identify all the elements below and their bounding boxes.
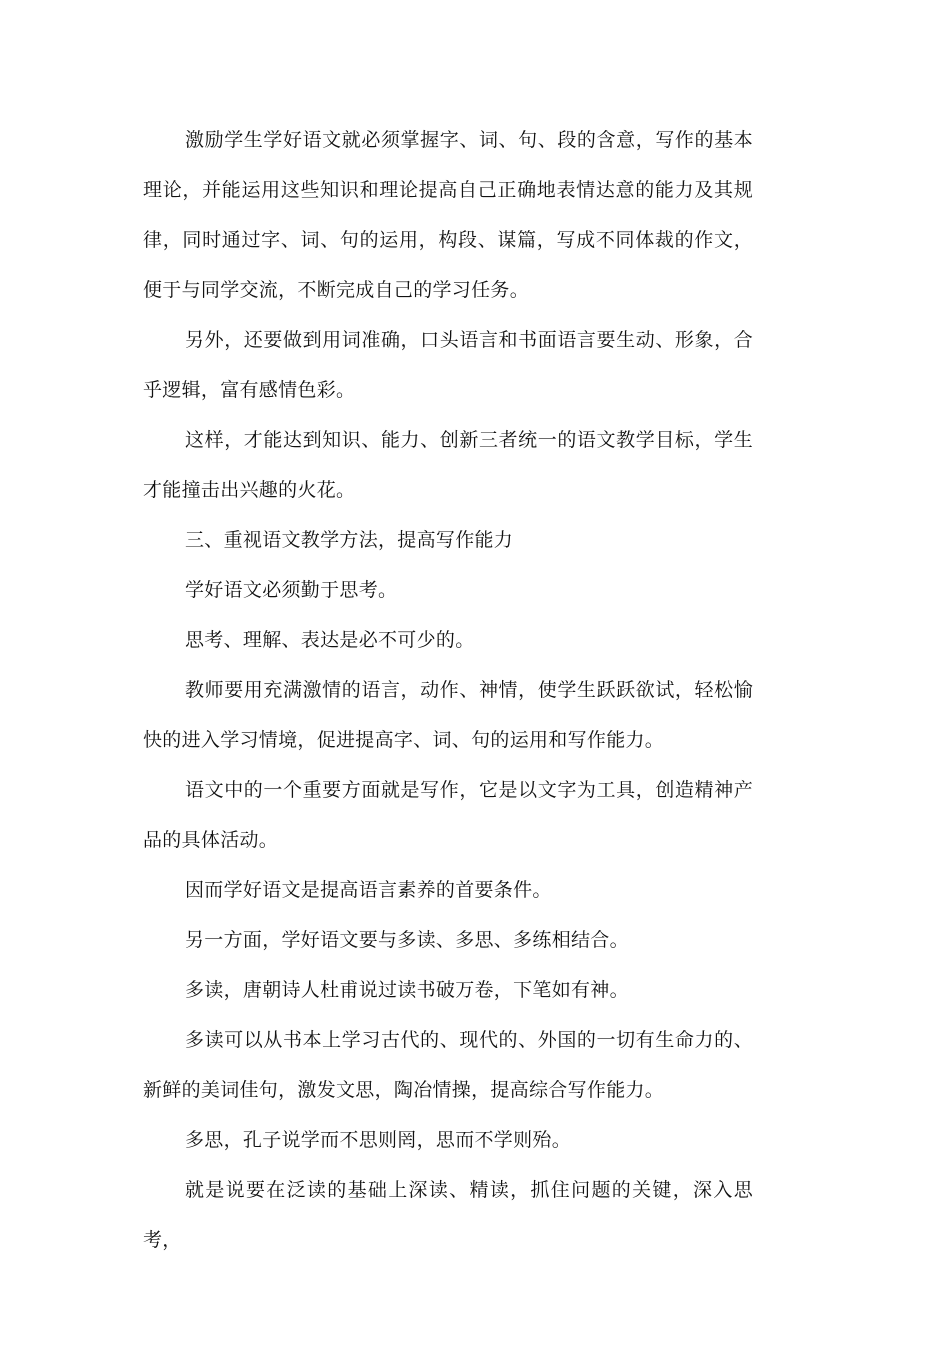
paragraph: 多读可以从书本上学习古代的、现代的、外国的一切有生命力的、新鲜的美词佳句，激发文思，陶冶情操，提高综合写作能力。 (143, 1029, 753, 1101)
paragraph: 激励学生学好语文就必须掌握字、词、句、段的含意，写作的基本理论，并能运用这些知识和理论提高自己正确地表情达意的能力及其规律，同时通过字、词、句的运用，构段、谋篇，写成不同体裁的作文，便于与同学交流，不断完成自己的学习任务。 (143, 129, 753, 301)
paragraph: 另一方面，学好语文要与多读、多思、多练相结合。 (185, 929, 629, 951)
paragraph: 语文中的一个重要方面就是写作，它是以文字为工具，创造精神产品的具体活动。 (143, 779, 753, 851)
paragraph: 就是说要在泛读的基础上深读、精读，抓住问题的关键，深入思考， (143, 1179, 753, 1251)
paragraph: 因而学好语文是提高语言素养的首要条件。 (185, 879, 552, 901)
paragraph: 思考、理解、表达是必不可少的。 (185, 629, 475, 651)
paragraph: 多读，唐朝诗人杜甫说过读书破万卷，下笔如有神。 (185, 979, 629, 1001)
section-heading: 三、重视语文教学方法，提高写作能力 (185, 529, 514, 551)
paragraph: 另外，还要做到用词准确，口头语言和书面语言要生动、形象，合乎逻辑，富有感情色彩。 (143, 329, 753, 401)
paragraph: 这样，才能达到知识、能力、创新三者统一的语文教学目标，学生才能撞击出兴趣的火花。 (143, 429, 753, 501)
paragraph: 多思，孔子说学而不思则罔，思而不学则殆。 (185, 1129, 572, 1151)
paragraph: 学好语文必须勤于思考。 (185, 579, 398, 601)
paragraph: 教师要用充满激情的语言，动作、神情，使学生跃跃欲试，轻松愉快的进入学习情境，促进提高字、词、句的运用和写作能力。 (143, 679, 753, 751)
document-body (143, 115, 753, 1265)
